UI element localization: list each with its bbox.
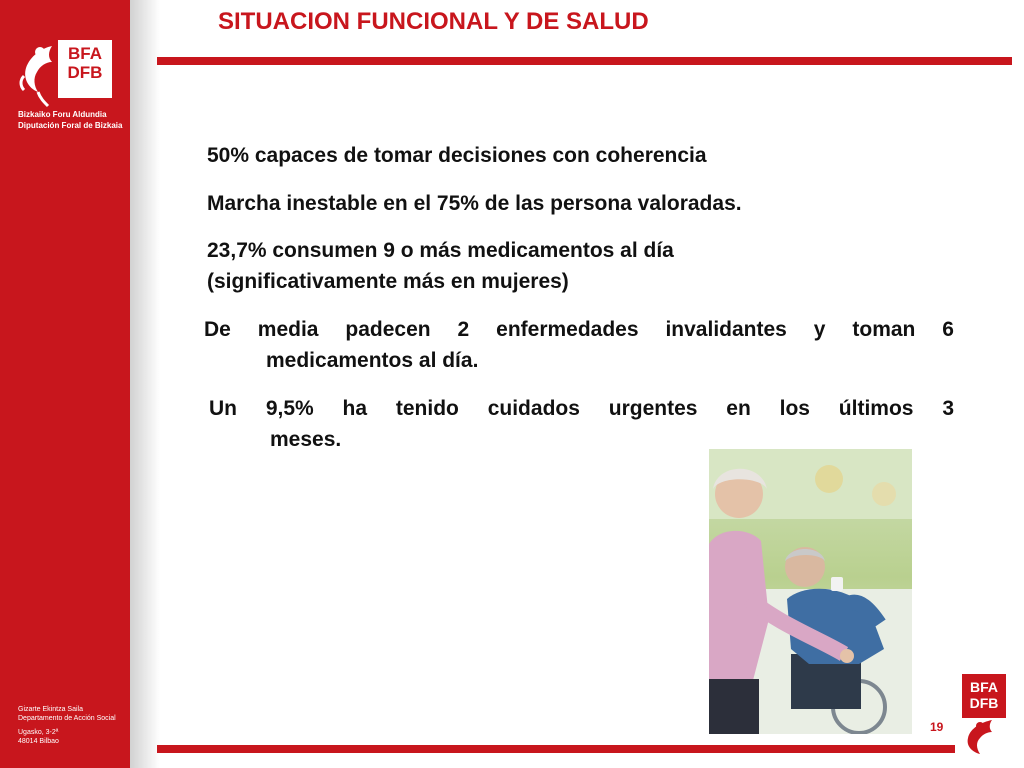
- org-name-basque: Bizkaiko Foru Aldundia: [18, 110, 107, 119]
- bullet-diseases-line-1: De media padecen 2 enfermedades invalidantes y toman 6: [204, 318, 954, 341]
- bfa-logo-footer: [962, 674, 1006, 758]
- logo-wordmark: [58, 40, 112, 98]
- sidebar-shadow: [130, 0, 160, 768]
- logo-line-2: DFB: [67, 63, 103, 82]
- bullet-urgent-care-line-2: meses.: [270, 428, 342, 451]
- logo-footer-line-1: BFA: [970, 679, 998, 695]
- bullet-diseases: [204, 314, 954, 376]
- address-street: Ugasko, 3-2ª: [18, 729, 59, 736]
- bullet-urgent-care: [209, 393, 954, 455]
- bird-emblem-footer-icon: [962, 718, 1006, 758]
- photo-elderly-couple: [709, 449, 912, 734]
- page-number: 19: [930, 720, 944, 734]
- bullet-diseases-line-2: medicamentos al día.: [266, 349, 479, 372]
- slide-title: SITUACION FUNCIONAL Y DE SALUD: [218, 8, 649, 35]
- logo-line-1: BFA: [68, 44, 102, 63]
- dept-name-spanish: Departamento de Acción Social: [18, 715, 116, 722]
- elderly-couple-illustration: [709, 449, 912, 734]
- bullet-medications-line-1: 23,7% consumen 9 o más medicamentos al día: [207, 239, 674, 262]
- address-city: 48014 Bilbao: [18, 738, 59, 745]
- title-rule: [157, 57, 1012, 65]
- bullet-medications-line-2: (significativamente más en mujeres): [207, 270, 569, 293]
- bullet-gait: Marcha inestable en el 75% de las persona valoradas.: [207, 192, 742, 215]
- logo-footer-line-2: DFB: [969, 695, 999, 711]
- dept-name-basque: Gizarte Ekintza Saila: [18, 706, 83, 713]
- bullet-decisions: 50% capaces de tomar decisiones con coherencia: [207, 144, 707, 167]
- bullet-medications: [207, 235, 674, 297]
- footer-rule: [157, 745, 955, 753]
- org-name-spanish: Diputación Foral de Bizkaia: [18, 121, 123, 130]
- logo-footer-wordmark: [962, 674, 1006, 718]
- sidebar: [0, 0, 130, 768]
- bullet-urgent-care-line-1: Un 9,5% ha tenido cuidados urgentes en los últimos 3: [209, 397, 954, 420]
- bfa-logo: [18, 40, 110, 108]
- bird-emblem-icon: [18, 40, 60, 108]
